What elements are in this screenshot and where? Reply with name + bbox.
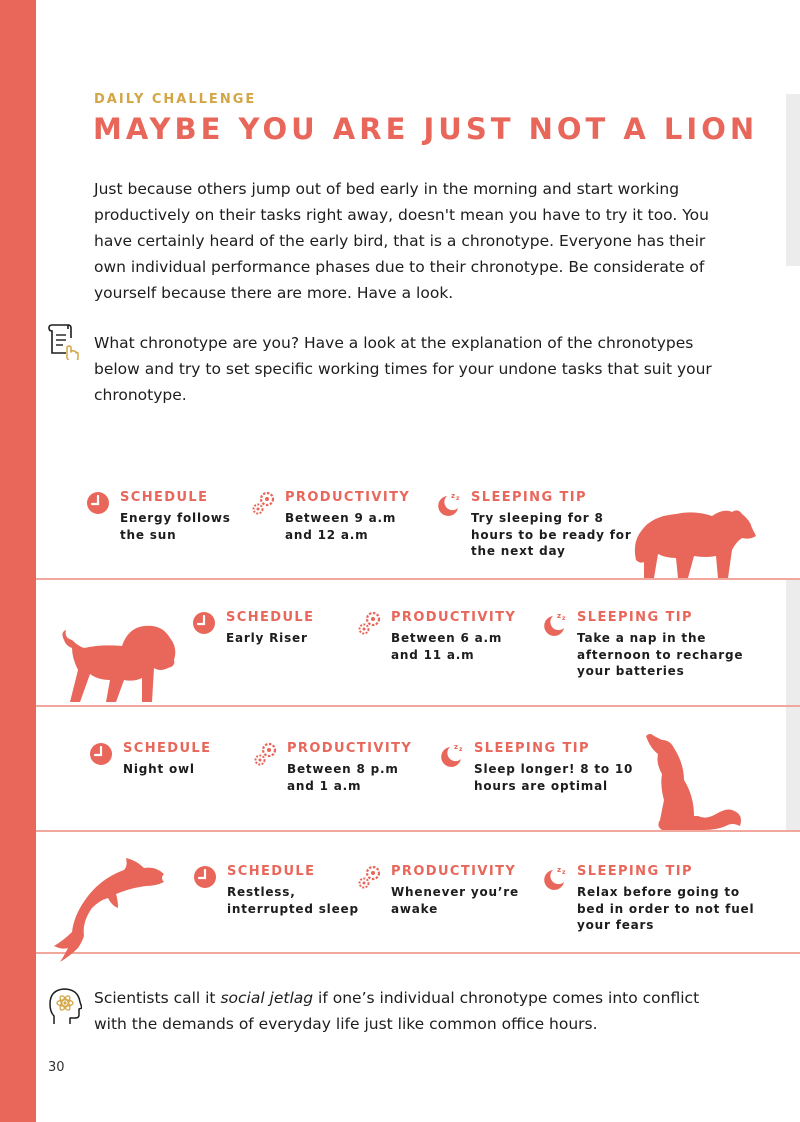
sleeping-tip-heading: SLEEPING TIP	[471, 490, 587, 505]
left-accent-bar	[0, 0, 36, 1122]
clock-icon	[193, 864, 219, 890]
intro-paragraph: Just because others jump out of bed early in the morning and start working productively on their tasks right away, doesn't mean you have to try it too. You have certainly heard of the early bird, that is a chronotype. Everyone has their own individual performance phases due to their chronotype. Be considerate of yourself because there are more. Have a look.	[94, 180, 709, 302]
productivity-text-line: Between 9 a.m	[285, 511, 397, 525]
sleeping-tip-heading: SLEEPING TIP	[577, 610, 693, 625]
sleeping-tip-text-line: afternoon to recharge	[577, 647, 744, 662]
clock-icon	[192, 610, 218, 636]
clock-icon	[89, 741, 115, 767]
sleeping-tip-text-line: Take a nap in the	[577, 631, 707, 645]
productivity-text-line: awake	[391, 901, 439, 916]
sleeping-tip-text-line: your fears	[577, 918, 655, 932]
productivity-text-line: and 1 a.m	[287, 778, 362, 793]
schedule-heading: SCHEDULE	[120, 490, 209, 505]
schedule-heading: SCHEDULE	[227, 864, 316, 879]
sleeping-tip-text-line: Try sleeping for 8	[471, 511, 604, 525]
schedule-text-line: the sun	[120, 527, 177, 542]
sleeping-tip-heading: SLEEPING TIP	[474, 741, 590, 756]
productivity-text-line: Between 8 p.m	[287, 762, 399, 776]
gears-icon	[253, 741, 279, 767]
svg-text:z: z	[557, 866, 562, 874]
productivity-heading: PRODUCTIVITY	[391, 864, 517, 879]
sleeping-tip-text-line: hours to be ready for	[471, 527, 632, 542]
schedule-text-line: interrupted sleep	[227, 901, 359, 916]
sleeping-tip-text-line: hours are optimal	[474, 778, 608, 793]
task-paragraph: What chronotype are you? Have a look at the explanation of the chronotypes below and try to set specific working times for your undone tasks that suit your chronotype.	[94, 334, 712, 404]
sleeping-tip-text-line: bed in order to not fuel	[577, 901, 755, 916]
right-tab-marker	[786, 94, 800, 266]
productivity-text-line: and 11 a.m	[391, 647, 475, 662]
section-kicker: DAILY CHALLENGE	[94, 92, 257, 107]
moon-zz-icon	[543, 864, 569, 890]
svg-text:z: z	[562, 615, 566, 622]
svg-text:z: z	[562, 869, 566, 876]
gears-icon	[357, 610, 383, 636]
productivity-text-line: Whenever you’re	[391, 885, 519, 899]
dolphin-illustration	[52, 856, 170, 964]
productivity-heading: PRODUCTIVITY	[285, 490, 411, 505]
sleeping-tip-heading: SLEEPING TIP	[577, 864, 693, 879]
svg-text:z: z	[459, 746, 463, 753]
footer-note-emphasis: social jetlag	[220, 989, 314, 1007]
schedule-text-line: Night owl	[123, 762, 195, 776]
atom-head-icon	[48, 986, 82, 1026]
footer-note-text: if one’s individual chronotype comes into conflict with the demands of everyday life just like common office hours.	[94, 989, 700, 1033]
sleeping-tip-text-line: the next day	[471, 544, 566, 558]
svg-text:z: z	[454, 743, 459, 751]
lion-illustration	[58, 618, 184, 704]
gears-icon	[357, 864, 383, 890]
moon-zz-icon	[437, 490, 463, 516]
productivity-heading: PRODUCTIVITY	[391, 610, 517, 625]
schedule-text-line: Restless,	[227, 885, 296, 899]
task-list-icon	[48, 322, 80, 360]
moon-zz-icon	[440, 741, 466, 767]
schedule-heading: SCHEDULE	[226, 610, 315, 625]
page-title: MAYBE YOU ARE JUST NOT A LION	[93, 112, 759, 146]
svg-text:z: z	[557, 612, 562, 620]
row-divider	[36, 705, 800, 707]
page-number: 30	[48, 1060, 65, 1075]
sleeping-tip-text-line: your batteries	[577, 664, 685, 678]
footer-note-text: Scientists call it	[94, 989, 221, 1007]
schedule-heading: SCHEDULE	[123, 741, 212, 756]
clock-icon	[86, 490, 112, 516]
bear-illustration	[632, 500, 758, 580]
footer-note	[94, 985, 714, 1037]
productivity-text-line: Between 6 a.m	[391, 631, 503, 645]
sleeping-tip-text-line: Sleep longer! 8 to 10	[474, 762, 634, 776]
schedule-text-line: Early Riser	[226, 631, 308, 645]
schedule-text-line: Energy follows	[120, 511, 231, 525]
productivity-text-line: and 12 a.m	[285, 527, 369, 542]
svg-text:z: z	[456, 495, 460, 502]
productivity-heading: PRODUCTIVITY	[287, 741, 413, 756]
moon-zz-icon	[543, 610, 569, 636]
gears-icon	[251, 490, 277, 516]
svg-text:z: z	[451, 492, 456, 500]
sleeping-tip-text-line: Relax before going to	[577, 885, 740, 899]
wolf-illustration	[640, 730, 750, 832]
